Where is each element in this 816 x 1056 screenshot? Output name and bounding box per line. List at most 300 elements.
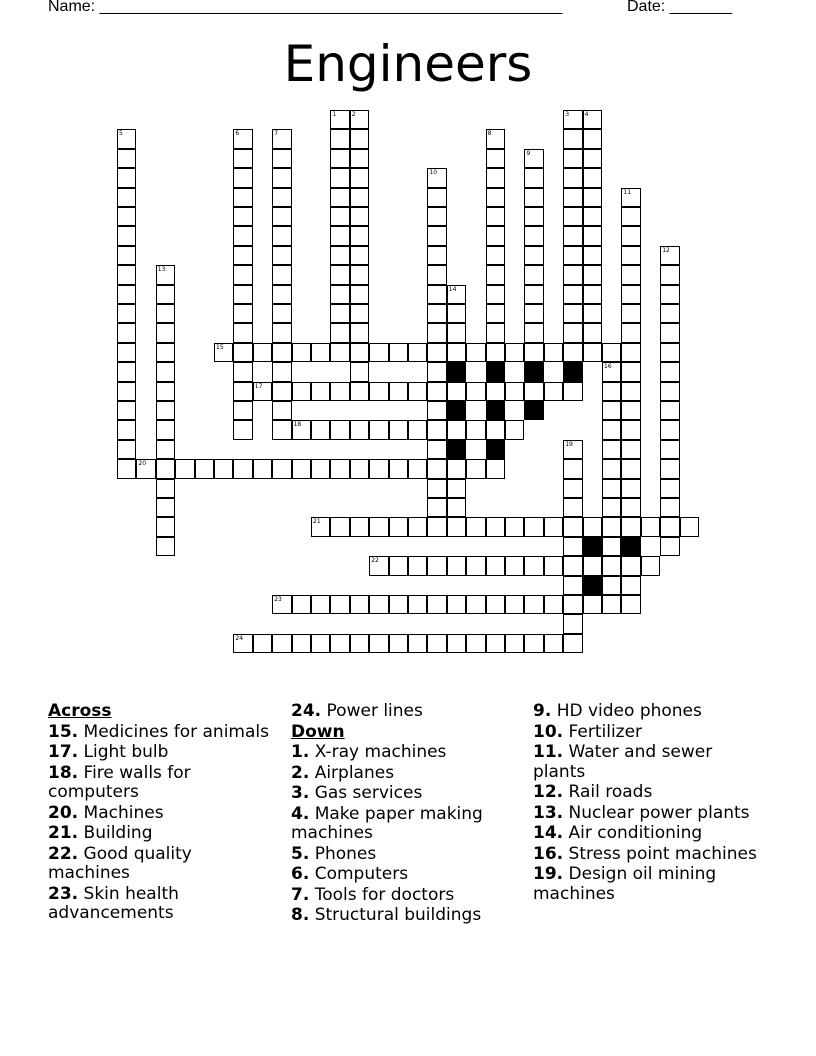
grid-cell[interactable]: [660, 459, 679, 478]
grid-cell[interactable]: [350, 265, 369, 284]
grid-cell[interactable]: [233, 246, 252, 265]
grid-cell[interactable]: [583, 246, 602, 265]
grid-cell[interactable]: [602, 401, 621, 420]
grid-cell[interactable]: [427, 343, 446, 362]
grid-cell[interactable]: [272, 595, 291, 614]
grid-cell[interactable]: [408, 595, 427, 614]
grid-cell[interactable]: [486, 382, 505, 401]
grid-cell[interactable]: [389, 517, 408, 536]
grid-cell[interactable]: [621, 265, 640, 284]
grid-cell[interactable]: [272, 129, 291, 148]
grid-cell[interactable]: [583, 265, 602, 284]
grid-cell[interactable]: [350, 323, 369, 342]
grid-cell[interactable]: [117, 401, 136, 420]
grid-cell[interactable]: [175, 459, 194, 478]
grid-cell[interactable]: [214, 459, 233, 478]
grid-cell[interactable]: [660, 304, 679, 323]
grid-cell[interactable]: [486, 420, 505, 439]
grid-cell[interactable]: [544, 634, 563, 653]
grid-cell[interactable]: [408, 420, 427, 439]
grid-cell[interactable]: [583, 149, 602, 168]
grid-cell[interactable]: [350, 382, 369, 401]
grid-cell[interactable]: [350, 149, 369, 168]
grid-cell[interactable]: [544, 595, 563, 614]
grid-cell[interactable]: [602, 595, 621, 614]
grid-cell[interactable]: [156, 498, 175, 517]
grid-cell[interactable]: [136, 459, 155, 478]
grid-cell[interactable]: [641, 517, 660, 536]
grid-cell[interactable]: [117, 285, 136, 304]
grid-cell[interactable]: [233, 634, 252, 653]
grid-cell[interactable]: [524, 285, 543, 304]
grid-cell[interactable]: [330, 265, 349, 284]
grid-cell[interactable]: [447, 304, 466, 323]
grid-cell[interactable]: [389, 556, 408, 575]
grid-cell[interactable]: [292, 595, 311, 614]
grid-cell[interactable]: [253, 343, 272, 362]
grid-cell[interactable]: [524, 634, 543, 653]
grid-cell[interactable]: [505, 556, 524, 575]
grid-cell[interactable]: [621, 556, 640, 575]
grid-cell[interactable]: [156, 440, 175, 459]
grid-cell[interactable]: [117, 459, 136, 478]
grid-cell[interactable]: [233, 401, 252, 420]
grid-cell[interactable]: [660, 517, 679, 536]
grid-cell[interactable]: [621, 362, 640, 381]
grid-cell[interactable]: [427, 479, 446, 498]
grid-cell[interactable]: [486, 149, 505, 168]
grid-cell[interactable]: [447, 595, 466, 614]
grid-cell[interactable]: [621, 401, 640, 420]
grid-cell[interactable]: [427, 246, 446, 265]
grid-cell[interactable]: [583, 226, 602, 245]
grid-cell[interactable]: [621, 188, 640, 207]
grid-cell[interactable]: [408, 634, 427, 653]
grid-cell[interactable]: [563, 576, 582, 595]
grid-cell[interactable]: [233, 129, 252, 148]
grid-cell[interactable]: [117, 207, 136, 226]
grid-cell[interactable]: [117, 382, 136, 401]
grid-cell[interactable]: [233, 226, 252, 245]
grid-cell[interactable]: [447, 285, 466, 304]
grid-cell[interactable]: [427, 323, 446, 342]
grid-cell[interactable]: [447, 343, 466, 362]
grid-cell[interactable]: [621, 343, 640, 362]
grid-cell[interactable]: [117, 265, 136, 284]
grid-cell[interactable]: [427, 265, 446, 284]
grid-cell[interactable]: [233, 343, 252, 362]
grid-cell[interactable]: [233, 168, 252, 187]
grid-cell[interactable]: [214, 343, 233, 362]
grid-cell[interactable]: [311, 382, 330, 401]
grid-cell[interactable]: [427, 634, 446, 653]
grid-cell[interactable]: [350, 285, 369, 304]
grid-cell[interactable]: [486, 556, 505, 575]
grid-cell[interactable]: [563, 595, 582, 614]
grid-cell[interactable]: [680, 517, 699, 536]
grid-cell[interactable]: [117, 246, 136, 265]
grid-cell[interactable]: [621, 459, 640, 478]
grid-cell[interactable]: [486, 265, 505, 284]
grid-cell[interactable]: [563, 440, 582, 459]
grid-cell[interactable]: [369, 343, 388, 362]
grid-cell[interactable]: [563, 304, 582, 323]
grid-cell[interactable]: [563, 207, 582, 226]
grid-cell[interactable]: [330, 304, 349, 323]
grid-cell[interactable]: [524, 382, 543, 401]
grid-cell[interactable]: [466, 595, 485, 614]
grid-cell[interactable]: [466, 459, 485, 478]
grid-cell[interactable]: [563, 226, 582, 245]
grid-cell[interactable]: [583, 517, 602, 536]
grid-cell[interactable]: [660, 401, 679, 420]
grid-cell[interactable]: [272, 382, 291, 401]
grid-cell[interactable]: [466, 420, 485, 439]
grid-cell[interactable]: [621, 246, 640, 265]
grid-cell[interactable]: [272, 401, 291, 420]
grid-cell[interactable]: [350, 634, 369, 653]
grid-cell[interactable]: [583, 343, 602, 362]
grid-cell[interactable]: [233, 304, 252, 323]
grid-cell[interactable]: [330, 168, 349, 187]
grid-cell[interactable]: [583, 595, 602, 614]
grid-cell[interactable]: [117, 440, 136, 459]
grid-cell[interactable]: [563, 265, 582, 284]
grid-cell[interactable]: [350, 343, 369, 362]
grid-cell[interactable]: [408, 382, 427, 401]
grid-cell[interactable]: [447, 459, 466, 478]
grid-cell[interactable]: [117, 129, 136, 148]
grid-cell[interactable]: [524, 226, 543, 245]
grid-cell[interactable]: [524, 149, 543, 168]
grid-cell[interactable]: [408, 556, 427, 575]
grid-cell[interactable]: [330, 459, 349, 478]
grid-cell[interactable]: [427, 362, 446, 381]
grid-cell[interactable]: [117, 420, 136, 439]
grid-cell[interactable]: [350, 459, 369, 478]
grid-cell[interactable]: [408, 517, 427, 536]
grid-cell[interactable]: [505, 634, 524, 653]
grid-cell[interactable]: [563, 537, 582, 556]
grid-cell[interactable]: [563, 479, 582, 498]
grid-cell[interactable]: [602, 498, 621, 517]
grid-cell[interactable]: [350, 226, 369, 245]
grid-cell[interactable]: [350, 362, 369, 381]
grid-cell[interactable]: [311, 517, 330, 536]
grid-cell[interactable]: [466, 634, 485, 653]
grid-cell[interactable]: [505, 343, 524, 362]
grid-cell[interactable]: [621, 576, 640, 595]
grid-cell[interactable]: [621, 517, 640, 536]
grid-cell[interactable]: [583, 168, 602, 187]
grid-cell[interactable]: [156, 537, 175, 556]
grid-cell[interactable]: [292, 420, 311, 439]
grid-cell[interactable]: [272, 265, 291, 284]
grid-cell[interactable]: [427, 401, 446, 420]
grid-cell[interactable]: [330, 343, 349, 362]
grid-cell[interactable]: [621, 304, 640, 323]
grid-cell[interactable]: [524, 168, 543, 187]
grid-cell[interactable]: [330, 226, 349, 245]
grid-cell[interactable]: [350, 129, 369, 148]
grid-cell[interactable]: [389, 382, 408, 401]
grid-cell[interactable]: [583, 323, 602, 342]
grid-cell[interactable]: [505, 517, 524, 536]
grid-cell[interactable]: [330, 323, 349, 342]
grid-cell[interactable]: [660, 362, 679, 381]
grid-cell[interactable]: [621, 440, 640, 459]
grid-cell[interactable]: [660, 420, 679, 439]
grid-cell[interactable]: [330, 207, 349, 226]
grid-cell[interactable]: [233, 207, 252, 226]
grid-cell[interactable]: [272, 188, 291, 207]
grid-cell[interactable]: [427, 459, 446, 478]
grid-cell[interactable]: [486, 459, 505, 478]
grid-cell[interactable]: [660, 343, 679, 362]
grid-cell[interactable]: [253, 382, 272, 401]
grid-cell[interactable]: [602, 382, 621, 401]
grid-cell[interactable]: [350, 168, 369, 187]
grid-cell[interactable]: [544, 382, 563, 401]
grid-cell[interactable]: [117, 168, 136, 187]
grid-cell[interactable]: [117, 149, 136, 168]
grid-cell[interactable]: [427, 595, 446, 614]
grid-cell[interactable]: [583, 285, 602, 304]
grid-cell[interactable]: [311, 634, 330, 653]
grid-cell[interactable]: [330, 382, 349, 401]
grid-cell[interactable]: [272, 168, 291, 187]
grid-cell[interactable]: [272, 634, 291, 653]
grid-cell[interactable]: [369, 595, 388, 614]
grid-cell[interactable]: [389, 595, 408, 614]
grid-cell[interactable]: [330, 634, 349, 653]
grid-cell[interactable]: [660, 285, 679, 304]
grid-cell[interactable]: [117, 323, 136, 342]
grid-cell[interactable]: [389, 634, 408, 653]
grid-cell[interactable]: [350, 517, 369, 536]
grid-cell[interactable]: [505, 595, 524, 614]
grid-cell[interactable]: [233, 323, 252, 342]
grid-cell[interactable]: [350, 595, 369, 614]
grid-cell[interactable]: [195, 459, 214, 478]
grid-cell[interactable]: [253, 459, 272, 478]
grid-cell[interactable]: [272, 246, 291, 265]
grid-cell[interactable]: [486, 207, 505, 226]
grid-cell[interactable]: [621, 207, 640, 226]
grid-cell[interactable]: [369, 459, 388, 478]
grid-cell[interactable]: [233, 382, 252, 401]
grid-cell[interactable]: [486, 323, 505, 342]
grid-cell[interactable]: [272, 285, 291, 304]
grid-cell[interactable]: [427, 168, 446, 187]
grid-cell[interactable]: [292, 459, 311, 478]
grid-cell[interactable]: [583, 304, 602, 323]
grid-cell[interactable]: [350, 110, 369, 129]
grid-cell[interactable]: [427, 226, 446, 245]
grid-cell[interactable]: [621, 479, 640, 498]
grid-cell[interactable]: [660, 323, 679, 342]
grid-cell[interactable]: [272, 420, 291, 439]
grid-cell[interactable]: [156, 265, 175, 284]
grid-cell[interactable]: [447, 498, 466, 517]
grid-cell[interactable]: [583, 129, 602, 148]
grid-cell[interactable]: [602, 440, 621, 459]
grid-cell[interactable]: [660, 265, 679, 284]
grid-cell[interactable]: [466, 556, 485, 575]
grid-cell[interactable]: [427, 304, 446, 323]
grid-cell[interactable]: [156, 362, 175, 381]
grid-cell[interactable]: [156, 304, 175, 323]
grid-cell[interactable]: [156, 285, 175, 304]
grid-cell[interactable]: [427, 188, 446, 207]
grid-cell[interactable]: [311, 420, 330, 439]
grid-cell[interactable]: [583, 207, 602, 226]
grid-cell[interactable]: [350, 188, 369, 207]
grid-cell[interactable]: [563, 343, 582, 362]
grid-cell[interactable]: [427, 285, 446, 304]
grid-cell[interactable]: [330, 129, 349, 148]
grid-cell[interactable]: [524, 265, 543, 284]
grid-cell[interactable]: [369, 556, 388, 575]
grid-cell[interactable]: [427, 420, 446, 439]
grid-cell[interactable]: [602, 459, 621, 478]
grid-cell[interactable]: [486, 343, 505, 362]
grid-cell[interactable]: [369, 382, 388, 401]
grid-cell[interactable]: [524, 304, 543, 323]
grid-cell[interactable]: [447, 517, 466, 536]
grid-cell[interactable]: [602, 556, 621, 575]
grid-cell[interactable]: [117, 304, 136, 323]
grid-cell[interactable]: [272, 149, 291, 168]
grid-cell[interactable]: [427, 517, 446, 536]
grid-cell[interactable]: [272, 362, 291, 381]
grid-cell[interactable]: [447, 634, 466, 653]
grid-cell[interactable]: [233, 188, 252, 207]
grid-cell[interactable]: [311, 459, 330, 478]
grid-cell[interactable]: [447, 479, 466, 498]
grid-cell[interactable]: [602, 362, 621, 381]
grid-cell[interactable]: [563, 246, 582, 265]
grid-cell[interactable]: [486, 595, 505, 614]
grid-cell[interactable]: [466, 517, 485, 536]
grid-cell[interactable]: [156, 382, 175, 401]
grid-cell[interactable]: [427, 207, 446, 226]
grid-cell[interactable]: [330, 420, 349, 439]
grid-cell[interactable]: [350, 304, 369, 323]
grid-cell[interactable]: [583, 110, 602, 129]
grid-cell[interactable]: [621, 498, 640, 517]
grid-cell[interactable]: [117, 343, 136, 362]
grid-cell[interactable]: [524, 595, 543, 614]
grid-cell[interactable]: [311, 343, 330, 362]
grid-cell[interactable]: [544, 556, 563, 575]
grid-cell[interactable]: [602, 343, 621, 362]
grid-cell[interactable]: [563, 498, 582, 517]
grid-cell[interactable]: [660, 479, 679, 498]
grid-cell[interactable]: [389, 343, 408, 362]
grid-cell[interactable]: [233, 459, 252, 478]
grid-cell[interactable]: [563, 323, 582, 342]
grid-cell[interactable]: [486, 188, 505, 207]
grid-cell[interactable]: [330, 246, 349, 265]
grid-cell[interactable]: [466, 382, 485, 401]
grid-cell[interactable]: [486, 304, 505, 323]
grid-cell[interactable]: [563, 149, 582, 168]
grid-cell[interactable]: [350, 420, 369, 439]
grid-cell[interactable]: [272, 207, 291, 226]
grid-cell[interactable]: [660, 382, 679, 401]
grid-cell[interactable]: [330, 188, 349, 207]
grid-cell[interactable]: [272, 459, 291, 478]
grid-cell[interactable]: [602, 517, 621, 536]
grid-cell[interactable]: [156, 479, 175, 498]
grid-cell[interactable]: [621, 323, 640, 342]
grid-cell[interactable]: [272, 323, 291, 342]
grid-cell[interactable]: [486, 634, 505, 653]
grid-cell[interactable]: [466, 343, 485, 362]
grid-cell[interactable]: [505, 382, 524, 401]
grid-cell[interactable]: [563, 285, 582, 304]
grid-cell[interactable]: [156, 420, 175, 439]
grid-cell[interactable]: [563, 556, 582, 575]
grid-cell[interactable]: [117, 362, 136, 381]
grid-cell[interactable]: [447, 556, 466, 575]
grid-cell[interactable]: [583, 188, 602, 207]
grid-cell[interactable]: [641, 556, 660, 575]
grid-cell[interactable]: [233, 265, 252, 284]
grid-cell[interactable]: [330, 285, 349, 304]
grid-cell[interactable]: [369, 634, 388, 653]
grid-cell[interactable]: [156, 459, 175, 478]
grid-cell[interactable]: [486, 285, 505, 304]
grid-cell[interactable]: [602, 576, 621, 595]
grid-cell[interactable]: [156, 343, 175, 362]
grid-cell[interactable]: [330, 595, 349, 614]
grid-cell[interactable]: [330, 149, 349, 168]
grid-cell[interactable]: [602, 479, 621, 498]
grid-cell[interactable]: [524, 246, 543, 265]
grid-cell[interactable]: [156, 401, 175, 420]
grid-cell[interactable]: [408, 459, 427, 478]
grid-cell[interactable]: [427, 556, 446, 575]
grid-cell[interactable]: [602, 537, 621, 556]
grid-cell[interactable]: [563, 129, 582, 148]
grid-cell[interactable]: [233, 420, 252, 439]
grid-cell[interactable]: [156, 517, 175, 536]
grid-cell[interactable]: [350, 246, 369, 265]
grid-cell[interactable]: [524, 207, 543, 226]
grid-cell[interactable]: [292, 382, 311, 401]
grid-cell[interactable]: [447, 420, 466, 439]
grid-cell[interactable]: [563, 110, 582, 129]
grid-cell[interactable]: [660, 498, 679, 517]
grid-cell[interactable]: [369, 420, 388, 439]
grid-cell[interactable]: [408, 343, 427, 362]
grid-cell[interactable]: [233, 362, 252, 381]
grid-cell[interactable]: [233, 149, 252, 168]
grid-cell[interactable]: [524, 323, 543, 342]
grid-cell[interactable]: [292, 634, 311, 653]
grid-cell[interactable]: [621, 285, 640, 304]
grid-cell[interactable]: [486, 129, 505, 148]
grid-cell[interactable]: [544, 343, 563, 362]
grid-cell[interactable]: [583, 556, 602, 575]
grid-cell[interactable]: [524, 343, 543, 362]
grid-cell[interactable]: [447, 382, 466, 401]
grid-cell[interactable]: [427, 382, 446, 401]
grid-cell[interactable]: [427, 498, 446, 517]
grid-cell[interactable]: [427, 440, 446, 459]
